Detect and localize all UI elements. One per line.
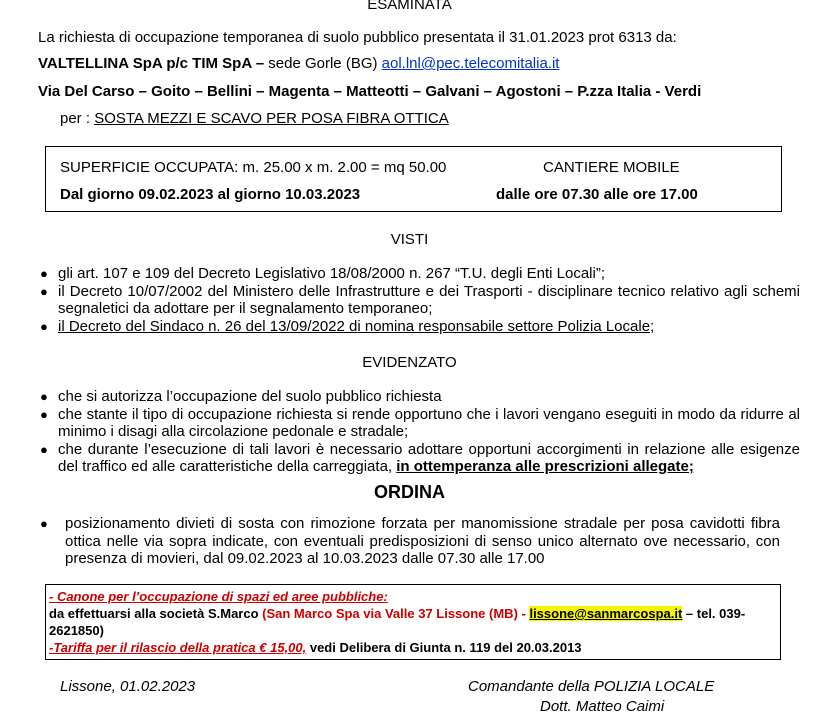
place-date: Lissone, 01.02.2023 bbox=[60, 678, 196, 695]
esaminata-heading: ESAMINATA bbox=[367, 0, 452, 13]
applicant-line bbox=[38, 55, 559, 72]
ordina-list bbox=[40, 515, 780, 568]
bullet-icon: ● bbox=[40, 441, 48, 457]
signer-role: Comandante della POLIZIA LOCALE bbox=[468, 678, 715, 695]
evidenziato-heading: EVIDENZATO bbox=[362, 354, 457, 371]
applicant-name: VALTELLINA SpA p/c TIM SpA – bbox=[38, 55, 265, 72]
signer-name: Dott. Matteo Caimi bbox=[540, 698, 665, 715]
list-item: ● che stante il tipo di occupazione richiesta si rende opportuno che i lavori vengano eseguiti in modo da ridurre al minimo i disagi alla circolazione pedonale e stradale; bbox=[40, 405, 800, 440]
purpose-value: SOSTA MEZZI E SCAVO PER POSA FIBRA OTTICA bbox=[94, 110, 449, 127]
bullet-icon: ● bbox=[40, 318, 48, 334]
time-range: dalle ore 07.30 alle ore 17.00 bbox=[496, 186, 698, 203]
visti-list bbox=[40, 265, 800, 335]
canone-title: - Canone per l’occupazione di spazi ed aree pubbliche: bbox=[49, 589, 388, 604]
list-item: ● che durante l’esecuzione di tali lavori è necessario adottare opportuni accorgimenti in relazione alle esigenze del traffico ed alle caratteristiche della carreggiata, in ottemperanza alle prescrizioni allegate; bbox=[40, 440, 800, 475]
ordina-heading: ORDINA bbox=[374, 482, 445, 502]
bullet-icon: ● bbox=[40, 266, 48, 281]
list-item: ● posizionamento divieti di sosta con rimozione forzata per manomissione stradale per posa cavidotti fibra ottica nelle via sopra indicate, con eventuali predisposizioni di senso unico alternato ove necessario, con presenza di movieri, dal 09.02.2023 al 10.03.2023 dalle 07.30 alle 17.00 bbox=[40, 515, 780, 567]
applicant-email-link[interactable]: aol.lnl@pec.telecomitalia.it bbox=[381, 55, 560, 72]
bullet-icon: ● bbox=[40, 516, 48, 531]
surface-text: SUPERFICIE OCCUPATA: m. 25.00 x m. 2.00 = mq 50.00 bbox=[60, 159, 447, 176]
bullet-icon: ● bbox=[40, 389, 48, 404]
site-type: CANTIERE MOBILE bbox=[543, 159, 680, 176]
intro-text: La richiesta di occupazione temporanea di suolo pubblico presentata il 31.01.2023 prot 6313 da: bbox=[38, 29, 677, 46]
applicant-sede: sede Gorle (BG) bbox=[264, 55, 382, 72]
bullet-icon: ● bbox=[40, 283, 48, 299]
date-range: Dal giorno 09.02.2023 al giorno 10.03.2023 bbox=[60, 186, 361, 203]
purpose-label: per : bbox=[60, 110, 95, 127]
bullet-icon: ● bbox=[40, 406, 48, 422]
list-item: ● il Decreto del Sindaco n. 26 del 13/09/2022 di nomina responsabile settore Polizia Locale; bbox=[40, 317, 655, 335]
purpose-line bbox=[60, 110, 449, 127]
payment-email-link[interactable]: lissone@sanmarcospa.it bbox=[529, 606, 683, 621]
payment-info: da effettuarsi alla società S.Marco (San Marco Spa via Valle 37 Lissone (MB) - lissone@sanmarcospa.it – tel. 039-2621850) bbox=[49, 606, 746, 638]
list-item: ● gli art. 107 e 109 del Decreto Legislativo 18/08/2000 n. 267 “T.U. degli Enti Locali”; bbox=[40, 265, 606, 282]
visti-heading: VISTI bbox=[390, 231, 429, 248]
streets-line: Via Del Carso – Goito – Bellini – Magenta – Matteotti – Galvani – Agostoni – P.zza Italia - Verdi bbox=[38, 83, 702, 100]
list-item: ● che si autorizza l’occupazione del suolo pubblico richiesta bbox=[40, 388, 442, 405]
tariffa-label: -Tariffa per il rilascio della pratica € 15,00, bbox=[49, 640, 307, 655]
payment-company: (San Marco Spa via Valle 37 Lissone (MB) - bbox=[262, 606, 530, 621]
evidenziato-list bbox=[40, 388, 800, 476]
list-item: ● il Decreto 10/07/2002 del Ministero delle Infrastrutture e dei Trasporti - disciplinare tecnico relativo agli schemi segnaletici da adottare per il segnalamento temporaneo; bbox=[40, 282, 800, 317]
tariffa-line: -Tariffa per il rilascio della pratica € 15,00, vedi Delibera di Giunta n. 119 del 20.03.2013 bbox=[49, 640, 582, 655]
